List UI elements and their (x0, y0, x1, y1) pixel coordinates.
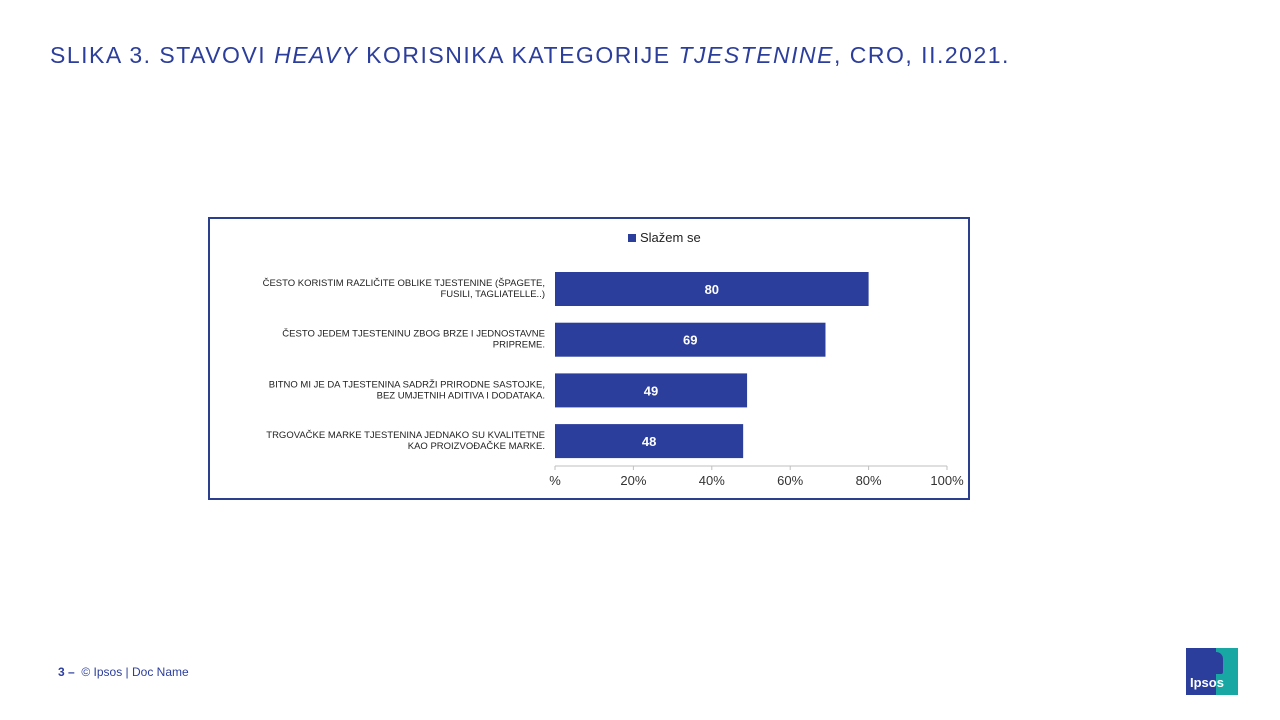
title-part-3: TJESTENINE (678, 42, 835, 68)
category-label-2-line-1: BEZ UMJETNIH ADITIVA I DODATAKA. (376, 390, 545, 402)
value-label-1: 69 (683, 332, 698, 348)
title-part-2: KORISNIKA KATEGORIJE (358, 42, 679, 68)
category-label-3-line-0: TRGOVAČKE MARKE TJESTENINA JEDNAKO SU KVALITETNE (266, 430, 545, 442)
category-label-0-line-1: FUSILI, TAGLIATELLE..) (440, 289, 545, 300)
x-tick-label-2: 40% (698, 473, 725, 488)
title-part-0: SLIKA 3. STAVOVI (50, 42, 275, 68)
footer-text: © Ipsos | Doc Name (81, 665, 189, 679)
bar-chart (210, 219, 972, 502)
logo-shape (1209, 652, 1223, 674)
ipsos-logo (1186, 648, 1238, 695)
value-label-3: 48 (641, 434, 657, 450)
x-tick-label-0: % (549, 473, 561, 488)
title-part-1: HEAVY (274, 42, 359, 68)
legend-label: Slažem se (640, 230, 701, 245)
category-label-1 (282, 329, 545, 351)
footer (58, 665, 189, 679)
category-label-2 (269, 379, 545, 401)
x-tick-label-4: 80% (855, 473, 882, 488)
category-label-1-line-0: ČESTO JEDEM TJESTENINU ZBOG BRZE I JEDNOSTAVNE (282, 328, 545, 340)
value-label-0: 80 (704, 282, 720, 297)
logo-text: Ipsos (1190, 675, 1224, 690)
x-tick-label-5: 100% (930, 473, 964, 488)
legend-swatch (628, 234, 636, 242)
category-label-0 (263, 278, 545, 300)
x-tick-label-3: 60% (777, 473, 804, 488)
category-label-2-line-0: BITNO MI JE DA TJESTENINA SADRŽI PRIRODNE SASTOJKE, (268, 379, 545, 391)
slide-title (50, 42, 1010, 69)
page-number: 3 – (58, 665, 75, 679)
value-label-2: 49 (643, 383, 659, 399)
chart-frame (208, 217, 970, 500)
category-label-1-line-1: PRIPREME. (492, 339, 545, 351)
x-tick-label-1: 20% (620, 473, 647, 488)
category-label-3 (266, 430, 545, 452)
category-label-0-line-0: ČESTO KORISTIM RAZLIČITE OBLIKE TJESTENINE (ŠPAGETE, (262, 278, 545, 289)
category-label-3-line-1: KAO PROIZVOĐAČKE MARKE. (407, 441, 545, 453)
title-part-4: , CRO, II.2021. (834, 42, 1010, 68)
